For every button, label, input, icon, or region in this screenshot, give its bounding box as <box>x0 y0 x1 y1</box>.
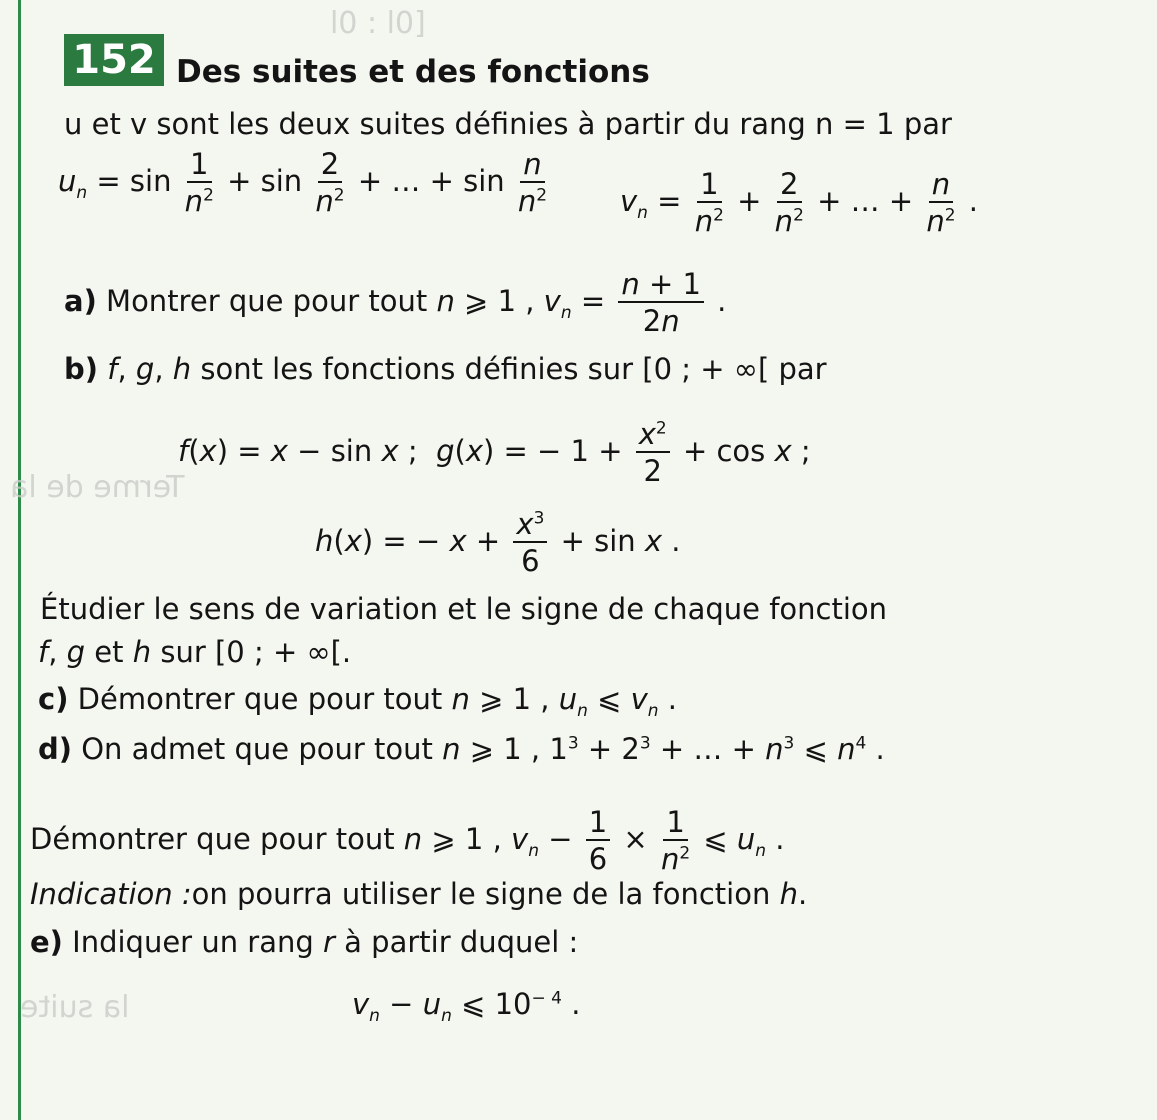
indication-label: Indication : <box>30 877 192 911</box>
label-a: a) <box>64 284 97 318</box>
study-text-1: Étudier le sens de variation et le signe de chaque fonction <box>40 592 888 626</box>
h-definition: h(x) = − x + $\frac{x^3}{6}$ + sin x . <box>315 507 681 578</box>
label-e: e) <box>30 925 63 959</box>
question-d-part2: Démontrer que pour tout n ⩾ 1 , $v_n$ − $\frac{1}{6}$ × $\frac{1}{n^2}$ ⩽ $u_n$ . <box>30 805 785 876</box>
margin-rule <box>18 0 21 1120</box>
exercise-title: Des suites et des fonctions <box>176 54 650 90</box>
study-line-1 <box>40 592 888 626</box>
question-d: d) On admet que pour tout n ⩾ 1 , $1^3 + 2^3$ + … + $n^3$ ⩽ $n^4$ . <box>38 732 885 766</box>
label-c: c) <box>38 682 69 716</box>
question-e: e) Indiquer un rang r à partir duquel : <box>30 925 579 959</box>
intro-line <box>64 107 952 141</box>
bleed-through: [0l : 0l <box>330 6 426 41</box>
study-line-2: f, g et h sur [0 ; + ∞[. <box>38 635 352 669</box>
intro-text: u et v sont les deux suites définies à partir du rang n = 1 par <box>64 107 952 141</box>
vn-definition: $v_n$ = $\frac{1}{n^2}$ + $\frac{2}{n^2}$ + … + $\frac{n}{n^2}$ . <box>620 167 979 238</box>
question-c: c) Démontrer que pour tout n ⩾ 1 , $u_n$ ⩽ $v_n$ . <box>38 682 678 721</box>
question-b: b) f, g, h sont les fonctions définies sur [0 ; + ∞[ par <box>64 352 827 386</box>
indication-line: Indication :on pourra utiliser le signe de la fonction h. <box>30 877 808 911</box>
fg-definition: f(x) = x − sin x ; g(x) = − 1 + $\frac{x^2}{2}$ + cos x ; <box>178 417 811 488</box>
exercise-number: 152 <box>64 34 164 86</box>
label-b: b) <box>64 352 99 386</box>
label-d: d) <box>38 732 73 766</box>
un-definition: $u_n = \sin$ $\frac{1}{n^2}$ + sin $\frac{2}{n^2}$ + … + sin $\frac{n}{n^2}$ <box>58 147 548 218</box>
question-a: a) Montrer que pour tout n ⩾ 1 , $v_n$ = $\frac{n + 1}{2n}$ . <box>64 267 727 338</box>
bleed-through: Terme de la <box>10 470 185 505</box>
question-e-inequality: $v_n - u_n$ ⩽ $10^{- 4}$ . <box>352 987 581 1026</box>
bleed-through: la suite <box>20 990 130 1025</box>
